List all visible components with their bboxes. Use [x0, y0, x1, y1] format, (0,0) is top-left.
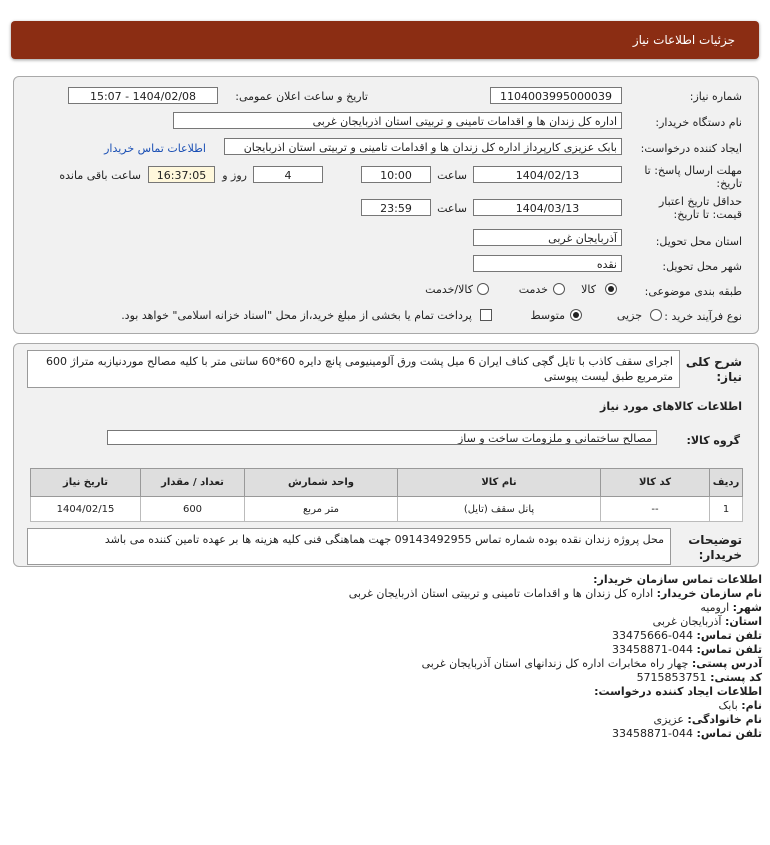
category-radio-goods[interactable] [605, 283, 617, 295]
deadline-date-field[interactable]: 1404/02/13 [473, 166, 622, 183]
contact-org: نام سازمان خریدار: اداره کل زندان ها و اقدامات تامینی و تربیتی استان اذربایجان غربی [348, 587, 762, 600]
col-unit: واحد شمارش [245, 469, 398, 497]
category-option-goods: کالا [581, 283, 596, 296]
contact-phone-2: تلفن تماس: 044-33458871 [612, 643, 762, 656]
table-row [31, 497, 743, 522]
validity-date-field[interactable]: 1404/03/13 [473, 199, 622, 216]
process-radio-minor[interactable] [650, 309, 662, 321]
creator-info-title: اطلاعات ایجاد کننده درخواست: [594, 685, 762, 698]
page-title: جزئیات اطلاعات نیاز [632, 33, 735, 47]
remaining-time-label: ساعت باقی مانده [59, 169, 141, 182]
goods-group-label: گروه کالا: [686, 434, 740, 447]
buyer-notes-label-2: خریدار: [698, 548, 742, 562]
buyer-org-field[interactable]: اداره کل زندان ها و اقدامات تامینی و تربیتی استان اذربایجان غربی [173, 112, 622, 129]
creator-name: نام: بابک [718, 699, 762, 712]
goods-table-header [31, 469, 743, 497]
category-radio-goods-service[interactable] [477, 283, 489, 295]
buyer-org-label: نام دستگاه خریدار: [655, 116, 742, 129]
cell-row: 1 [710, 497, 743, 522]
validity-label-1: حداقل تاریخ اعتبار [658, 195, 742, 208]
validity-time-label: ساعت [437, 202, 467, 215]
creator-field[interactable]: بابک عزیزی کارپرداز اداره کل زندان ها و اقدامات تامینی و تربیتی استان اذربایجان [224, 138, 622, 155]
deadline-time-field[interactable]: 10:00 [361, 166, 431, 183]
process-radio-medium[interactable] [570, 309, 582, 321]
deadline-time-label: ساعت [437, 169, 467, 182]
contact-postal-code: کد پستی: 5715853751 [636, 671, 762, 684]
buyer-notes-text: محل پروژه زندان نقده بوده شماره تماس 09143492955 جهت هماهنگی فنی کلیه هزینه ها بر عهده تامین کننده می باشد [104, 533, 664, 546]
delivery-province-field[interactable]: آذربایجان غربی [473, 229, 622, 246]
delivery-city-field[interactable]: نقده [473, 255, 622, 272]
delivery-city-label: شهر محل تحویل: [662, 260, 742, 273]
goods-section-title: اطلاعات کالاهای مورد نیاز [600, 400, 742, 413]
page-header [11, 21, 759, 59]
category-label: طبقه بندی موضوعی: [644, 285, 742, 298]
buyer-notes-label-1: توضیحات [688, 533, 742, 547]
description-text: اجرای سقف کاذب با تایل گچی کناف ایران 6 میل پشت ورق آلومینیومی پانچ دایره 60*60 سانتی متر با کلیه مصالح موردنیازبه متراژ 600 مترمربع طبق لیست پیوستی [46, 355, 673, 383]
contact-title: اطلاعات تماس سازمان خریدار: [593, 573, 762, 586]
process-option-medium: متوسط [530, 309, 565, 322]
buyer-contact-link[interactable]: اطلاعات تماس خریدار [104, 142, 206, 155]
need-number-label: شماره نیاز: [689, 90, 742, 103]
days-remaining-field[interactable]: 4 [253, 166, 323, 183]
days-label: روز و [222, 169, 247, 182]
contact-address: آدرس پستی: چهار راه مخابرات اداره کل زندانهای استان آذربایجان غربی [421, 657, 762, 670]
process-option-minor: جزیی [616, 309, 642, 322]
creator-family-name: نام خانوادگی: عزیزی [653, 713, 762, 726]
col-name: نام کالا [398, 469, 601, 497]
description-label-1: شرح کلی [685, 355, 742, 369]
buyer-notes-box [27, 528, 671, 565]
deadline-label-1: مهلت ارسال پاسخ: تا [644, 164, 742, 177]
col-need-date: تاریخ نیاز [31, 469, 141, 497]
deadline-label-2: تاریخ: [716, 177, 742, 190]
treasury-payment-note: پرداخت تمام یا بخشی از مبلغ خرید،از محل "اسناد خزانه اسلامی" خواهد بود. [121, 309, 472, 322]
treasury-payment-checkbox[interactable] [480, 309, 492, 321]
creator-label: ایجاد کننده درخواست: [640, 142, 742, 155]
creator-phone: تلفن تماس: 044-33458871 [612, 727, 762, 740]
remaining-time-field[interactable]: 16:37:05 [148, 166, 215, 183]
col-row: ردیف [710, 469, 743, 497]
cell-name: پانل سقف (تایل) [398, 497, 601, 522]
delivery-province-label: استان محل تحویل: [655, 235, 742, 248]
col-code: کد کالا [601, 469, 710, 497]
announce-date-field[interactable]: 1404/02/08 - 15:07 [68, 87, 218, 104]
validity-label-2: قیمت: تا تاریخ: [673, 208, 742, 221]
cell-need-date: 1404/02/15 [31, 497, 141, 522]
announce-date-label: تاریخ و ساعت اعلان عمومی: [235, 90, 368, 103]
col-qty: تعداد / مقدار [141, 469, 245, 497]
validity-time-field[interactable]: 23:59 [361, 199, 431, 216]
category-option-goods-service: کالا/خدمت [425, 283, 473, 296]
cell-unit: متر مربع [245, 497, 398, 522]
category-radio-service[interactable] [553, 283, 565, 295]
category-option-service: خدمت [518, 283, 548, 296]
goods-table [30, 468, 743, 522]
description-box [27, 350, 680, 388]
description-label-2: نیاز: [716, 370, 742, 384]
goods-group-field[interactable]: مصالح ساختمانی و ملزومات ساخت و ساز [107, 430, 657, 445]
contact-city: شهر: ارومیه [700, 601, 762, 614]
contact-phone: تلفن تماس: 044-33475666 [612, 629, 762, 642]
contact-province: استان: آذربایجان غربی [652, 615, 762, 628]
cell-qty: 600 [141, 497, 245, 522]
process-type-label: نوع فرآیند خرید : [664, 310, 742, 323]
need-number-field[interactable]: 1104003995000039 [490, 87, 622, 104]
cell-code: -- [601, 497, 710, 522]
